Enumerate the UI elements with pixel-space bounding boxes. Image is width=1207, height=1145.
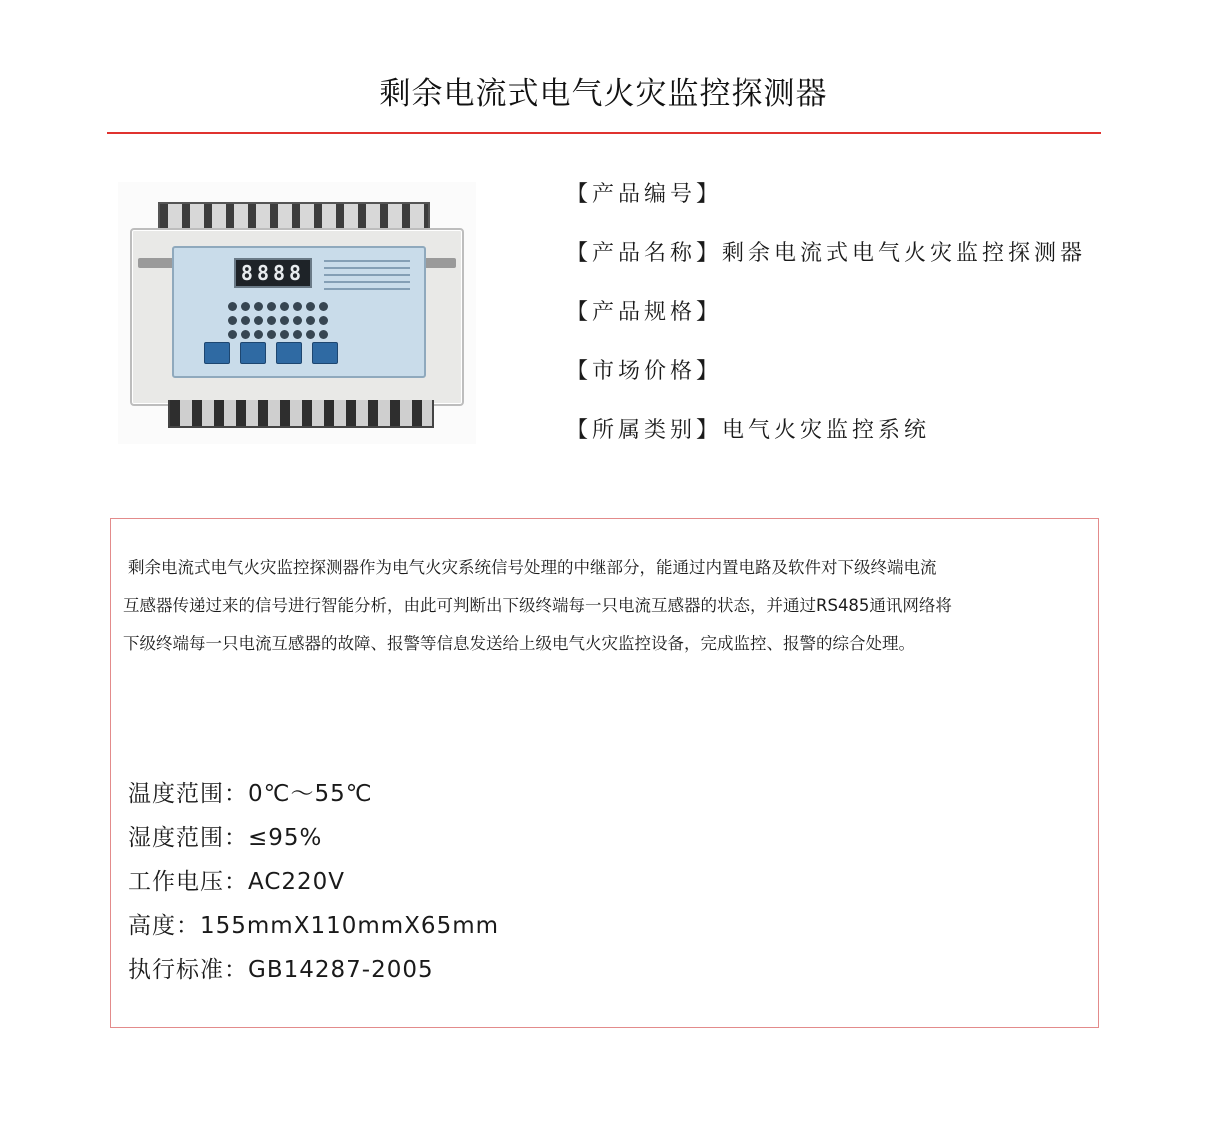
description-line: 互感器传递过来的信号进行智能分析，由此可判断出下级终端每一只电流互感器的状态，并通过RS485通讯网络将 bbox=[123, 596, 952, 615]
bottom-terminal-block bbox=[168, 400, 434, 428]
page-title: 剩余电流式电气火灾监控探测器 bbox=[379, 76, 828, 112]
indicator-leds bbox=[228, 302, 348, 344]
title-divider bbox=[107, 132, 1101, 134]
panel-button bbox=[276, 342, 302, 364]
spec-list bbox=[128, 772, 499, 992]
info-market-price: 【市场价格】 bbox=[566, 359, 723, 384]
spec-dimensions: 高度：155mmX110mmX65mm bbox=[128, 913, 500, 939]
front-panel bbox=[172, 246, 426, 378]
panel-button bbox=[312, 342, 338, 364]
description-line: 剩余电流式电气火灾监控探测器作为电气火灾系统信号处理的中继部分，能通过内置电路及软件对下级终端电流 bbox=[128, 558, 937, 577]
spec-voltage: 工作电压：AC220V bbox=[128, 869, 346, 895]
info-category: 【所属类别】电气火灾监控系统 bbox=[566, 418, 931, 443]
panel-buttons bbox=[204, 342, 338, 364]
product-photo bbox=[118, 182, 476, 444]
spec-standard: 执行标准：GB14287-2005 bbox=[128, 957, 434, 983]
description-box bbox=[110, 518, 1099, 1028]
description-text bbox=[123, 549, 1088, 663]
product-info-list bbox=[566, 173, 1086, 468]
panel-button bbox=[240, 342, 266, 364]
panel-label bbox=[324, 260, 410, 294]
spec-humidity: 湿度范围：≤95% bbox=[128, 825, 323, 851]
info-product-name: 【产品名称】剩余电流式电气火灾监控探测器 bbox=[566, 241, 1087, 266]
info-product-spec: 【产品规格】 bbox=[566, 300, 723, 325]
spec-temperature: 温度范围：0℃～55℃ bbox=[128, 781, 373, 807]
info-product-number: 【产品编号】 bbox=[566, 182, 723, 207]
device-housing bbox=[130, 228, 464, 406]
panel-button bbox=[204, 342, 230, 364]
description-line: 下级终端每一只电流互感器的故障、报警等信息发送给上级电气火灾监控设备，完成监控、报警的综合处理。 bbox=[123, 634, 915, 653]
digit-display: 8888 bbox=[234, 258, 312, 288]
